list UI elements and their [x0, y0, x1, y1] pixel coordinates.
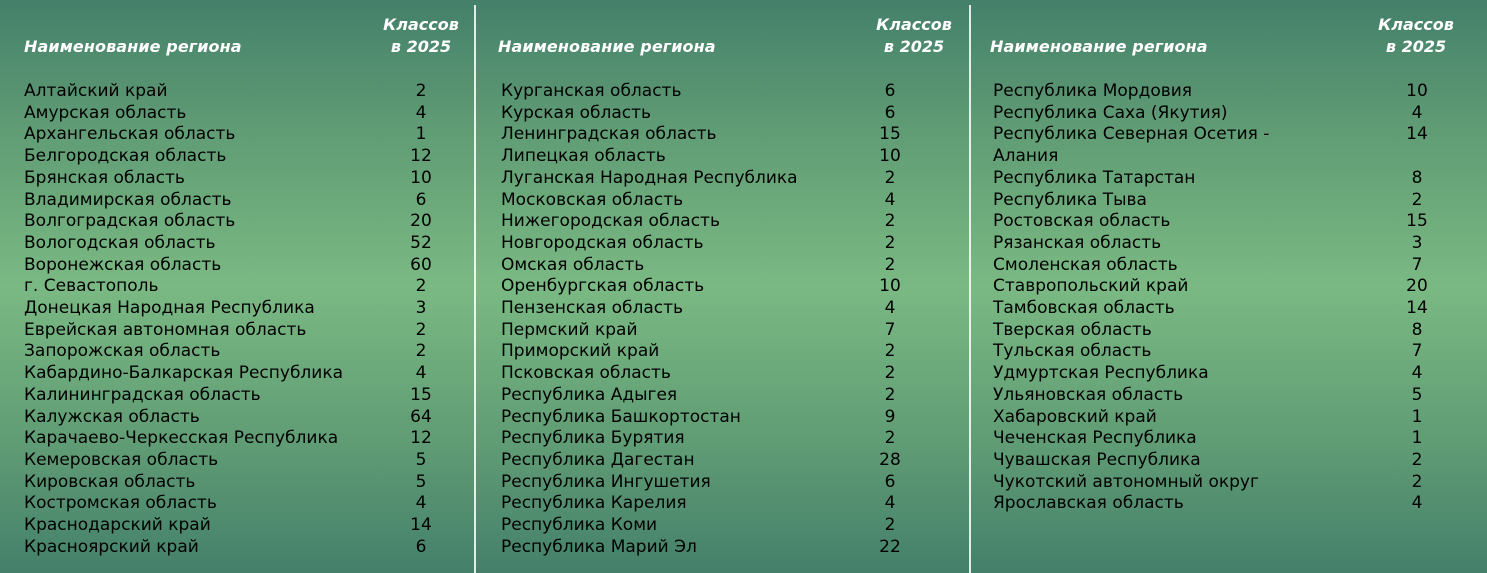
region-name: Чувашская Республика	[993, 449, 1201, 470]
table-row	[993, 319, 1423, 342]
classes-count: 4	[884, 189, 896, 210]
table-row	[993, 428, 1423, 450]
table-row	[993, 406, 1423, 429]
classes-count: 2	[415, 319, 427, 340]
classes-count: 4	[415, 102, 427, 123]
classes-count: 2	[884, 341, 896, 362]
classes-count: 9	[884, 406, 896, 427]
table-row	[501, 515, 896, 537]
classes-count: 2	[415, 341, 427, 362]
classes-count: 3	[415, 298, 427, 319]
table-row	[24, 254, 432, 277]
table-row	[501, 276, 901, 298]
header-classes-line1: Классов	[1378, 15, 1454, 34]
region-column-1	[0, 0, 475, 573]
region-name: Тверская область	[993, 319, 1152, 340]
classes-count: 15	[410, 384, 432, 405]
region-name: Ленинградская область	[501, 124, 717, 145]
classes-count: 15	[879, 124, 901, 145]
region-name: Республика Адыгея	[501, 384, 678, 405]
classes-count: 2	[884, 428, 896, 449]
region-name: Кабардино-Балкарская Республика	[24, 363, 344, 384]
table-row	[24, 406, 432, 429]
table-row	[993, 363, 1423, 385]
classes-count: 4	[415, 363, 427, 384]
classes-count: 52	[410, 232, 432, 253]
region-name: Воронежская область	[24, 254, 222, 275]
table-row	[24, 428, 432, 450]
region-name: Смоленская область	[993, 254, 1178, 275]
classes-count: 4	[884, 493, 896, 514]
table-row	[24, 189, 427, 212]
region-name: Костромская область	[24, 493, 217, 514]
classes-count: 2	[1411, 189, 1423, 210]
header-classes-line2: в 2025	[390, 37, 452, 56]
classes-count: 1	[1411, 406, 1423, 427]
classes-count: 5	[415, 449, 427, 470]
table-row	[24, 81, 427, 103]
table-row	[24, 276, 427, 298]
table-row	[24, 384, 432, 407]
classes-count: 14	[410, 515, 432, 536]
region-name: Республика Северная Осетия - Алания	[993, 124, 1270, 167]
region-name: Краснодарский край	[24, 515, 211, 536]
region-name: Курская область	[501, 102, 652, 123]
table-row	[501, 449, 901, 472]
table-row	[993, 254, 1423, 277]
region-name: Пензенская область	[501, 298, 684, 319]
region-name: Псковская область	[501, 363, 671, 384]
region-list-1	[24, 81, 432, 558]
region-name: Республика Саха (Якутия)	[993, 102, 1228, 123]
table-row	[501, 211, 896, 233]
header-classes-line2: в 2025	[883, 37, 945, 56]
table-row	[501, 341, 896, 363]
classes-count: 6	[884, 102, 896, 123]
table-row	[501, 363, 896, 385]
region-name: Республика Дагестан	[501, 449, 695, 470]
classes-count: 6	[415, 189, 427, 210]
classes-count: 7	[884, 319, 896, 340]
region-name: Удмуртская Республика	[993, 363, 1209, 384]
classes-count: 5	[415, 471, 427, 492]
region-name: Ярославская область	[993, 493, 1184, 514]
table-row	[24, 449, 427, 472]
region-name: Липецкая область	[501, 146, 666, 167]
header-region-name: Наименование региона	[498, 37, 716, 56]
region-name: Донецкая Народная Республика	[24, 298, 315, 319]
table-row	[993, 81, 1428, 103]
region-name: Запорожская область	[24, 341, 221, 362]
classes-count: 6	[884, 471, 896, 492]
region-name: Московская область	[501, 189, 684, 210]
region-name: Алтайский край	[24, 81, 168, 101]
table-row	[501, 471, 896, 494]
table-row	[993, 211, 1428, 233]
region-name: Нижегородская область	[501, 211, 720, 232]
table-row	[24, 341, 427, 363]
table-row	[501, 428, 896, 450]
classes-count: 15	[1406, 211, 1428, 232]
table-row	[24, 124, 427, 146]
classes-count: 2	[884, 254, 896, 275]
table-row	[24, 102, 427, 125]
classes-count: 10	[410, 167, 432, 188]
table-row	[24, 493, 427, 515]
table-row	[24, 232, 432, 255]
table-row	[501, 493, 896, 515]
classes-count: 7	[1411, 341, 1423, 362]
classes-count: 2	[1411, 471, 1423, 492]
table-row	[993, 493, 1423, 515]
classes-count: 20	[410, 211, 432, 232]
table-row	[501, 384, 896, 407]
classes-count: 14	[1406, 124, 1428, 145]
classes-count: 14	[1406, 298, 1428, 319]
table-row	[993, 341, 1423, 363]
region-name: Еврейская автономная область	[24, 319, 307, 340]
classes-count: 10	[879, 146, 901, 167]
classes-count: 3	[1411, 232, 1423, 253]
region-name: Курганская область	[501, 81, 682, 101]
region-name: Республика Коми	[501, 515, 658, 536]
table-row	[501, 189, 896, 212]
region-name: Республика Карелия	[501, 493, 687, 514]
region-name: Чеченская Республика	[993, 428, 1197, 449]
table-row	[993, 124, 1428, 167]
region-name: Владимирская область	[24, 189, 232, 210]
classes-count: 2	[884, 232, 896, 253]
region-column-3	[971, 0, 1487, 573]
region-name: Ульяновская область	[993, 384, 1184, 405]
region-name: Архангельская область	[24, 124, 236, 145]
table-row	[501, 232, 896, 255]
table-row	[24, 363, 427, 385]
header-classes-line2: в 2025	[1385, 37, 1447, 56]
classes-count: 2	[1411, 449, 1423, 470]
header-classes-2025	[869, 14, 959, 58]
table-row	[24, 167, 432, 190]
classes-count: 28	[879, 449, 901, 470]
classes-count: 7	[1411, 254, 1423, 275]
region-name: Брянская область	[24, 167, 185, 188]
table-row	[501, 146, 901, 168]
table-row	[501, 298, 896, 320]
table-row	[501, 124, 901, 146]
region-name: Красноярский край	[24, 536, 199, 557]
region-name: Вологодская область	[24, 232, 216, 253]
classes-count: 2	[884, 363, 896, 384]
classes-count: 64	[410, 406, 432, 427]
classes-count: 4	[884, 298, 896, 319]
region-name: Хабаровский край	[993, 406, 1157, 427]
region-name: Республика Тыва	[993, 189, 1147, 210]
table-row	[501, 536, 901, 559]
header-classes-line1: Классов	[383, 15, 459, 34]
region-name: Амурская область	[24, 102, 187, 123]
table-row	[24, 515, 432, 537]
table-row	[993, 167, 1423, 190]
classes-count: 2	[884, 384, 896, 405]
classes-count: 1	[1411, 428, 1423, 449]
region-name: Тульская область	[993, 341, 1152, 362]
classes-count: 6	[884, 81, 896, 101]
classes-count: 60	[410, 254, 432, 275]
table-row	[993, 298, 1428, 320]
header-classes-2025	[376, 14, 466, 58]
classes-count: 22	[879, 536, 901, 557]
region-list-3	[993, 81, 1428, 515]
classes-count: 8	[1411, 167, 1423, 188]
region-column-2	[476, 0, 970, 573]
region-name: Ставропольский край	[993, 276, 1189, 297]
region-name: Белгородская область	[24, 146, 227, 167]
region-name: Республика Мордовия	[993, 81, 1193, 101]
header-classes-2025	[1371, 14, 1461, 58]
classes-count: 20	[1406, 276, 1428, 297]
header-classes-line1: Классов	[876, 15, 952, 34]
region-name: Волгоградская область	[24, 211, 236, 232]
classes-count: 6	[415, 536, 427, 557]
header-region-name: Наименование региона	[990, 37, 1208, 56]
classes-count: 1	[415, 124, 427, 145]
region-name: Республика Татарстан	[993, 167, 1196, 188]
region-name: Калужская область	[24, 406, 200, 427]
region-name: Новгородская область	[501, 232, 704, 253]
table-row	[993, 276, 1428, 298]
table-row	[993, 102, 1423, 125]
region-name: Республика Ингушетия	[501, 471, 711, 492]
table-row	[24, 298, 427, 320]
region-name: Луганская Народная Республика	[501, 167, 798, 188]
region-name: Республика Бурятия	[501, 428, 685, 449]
classes-count: 2	[415, 276, 427, 297]
header-region-name: Наименование региона	[24, 37, 242, 56]
classes-count: 10	[879, 276, 901, 297]
region-name: Карачаево-Черкесская Республика	[24, 428, 339, 449]
classes-count: 12	[410, 146, 432, 167]
table-row	[993, 384, 1423, 407]
table-row	[24, 319, 427, 342]
classes-count: 2	[415, 81, 427, 101]
classes-count: 2	[884, 167, 896, 188]
classes-count: 2	[884, 515, 896, 536]
region-name: Оренбургская область	[501, 276, 705, 297]
classes-count: 2	[884, 211, 896, 232]
table-row	[501, 319, 896, 342]
classes-count: 5	[1411, 384, 1423, 405]
table-row	[993, 471, 1423, 494]
region-name: Приморский край	[501, 341, 660, 362]
classes-count: 4	[1411, 493, 1423, 514]
table-row	[24, 536, 427, 559]
table-row	[24, 471, 427, 494]
table-row	[24, 146, 432, 168]
classes-count: 4	[415, 493, 427, 514]
classes-count: 8	[1411, 319, 1423, 340]
table-row	[993, 189, 1423, 212]
classes-count: 10	[1406, 81, 1428, 101]
table-row	[993, 232, 1423, 255]
table-row	[501, 81, 896, 103]
classes-count: 12	[410, 428, 432, 449]
region-name: г. Севастополь	[24, 276, 159, 297]
region-name: Омская область	[501, 254, 645, 275]
table-row	[501, 254, 896, 277]
table-row	[501, 102, 896, 125]
region-name: Республика Башкортостан	[501, 406, 741, 427]
region-name: Тамбовская область	[993, 298, 1175, 319]
region-name: Республика Марий Эл	[501, 536, 697, 557]
region-name: Ростовская область	[993, 211, 1171, 232]
table-row	[501, 406, 896, 429]
table-row	[24, 211, 432, 233]
region-name: Кировская область	[24, 471, 196, 492]
region-name: Рязанская область	[993, 232, 1162, 253]
region-name: Кемеровская область	[24, 449, 219, 470]
region-name: Пермский край	[501, 319, 638, 340]
classes-count: 4	[1411, 363, 1423, 384]
region-list-2	[501, 81, 901, 558]
region-name: Калининградская область	[24, 384, 261, 405]
table-row	[993, 449, 1423, 472]
region-name: Чукотский автономный округ	[993, 471, 1259, 492]
table-row	[501, 167, 896, 190]
classes-count: 4	[1411, 102, 1423, 123]
